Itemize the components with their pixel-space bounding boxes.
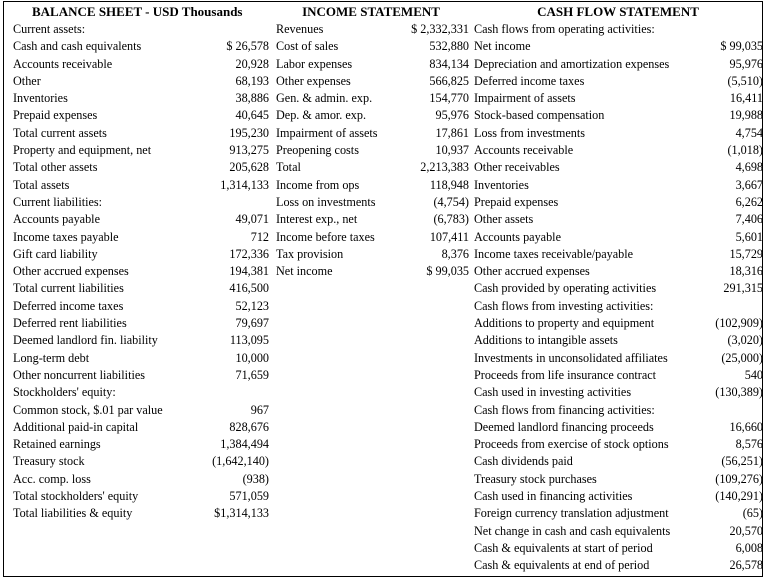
row-label: Total current assets	[13, 125, 107, 140]
row-value: (102,909)	[715, 316, 763, 331]
table-row	[10, 332, 272, 349]
table-row	[471, 367, 765, 384]
row-label: Inventories	[474, 177, 529, 192]
row-label: Impairment of assets	[474, 91, 576, 106]
row-value: (130,389)	[715, 385, 763, 400]
table-row	[273, 246, 469, 263]
row-label: Cash used in financing activities	[474, 489, 633, 504]
row-label: Other expenses	[276, 73, 351, 88]
table-row	[471, 194, 765, 211]
table-row	[10, 436, 272, 453]
row-value: 291,315	[723, 281, 763, 296]
row-label: Treasury stock	[13, 454, 85, 469]
row-label: Income taxes receivable/payable	[474, 246, 634, 261]
table-row	[10, 419, 272, 436]
row-label: Accounts payable	[474, 229, 561, 244]
table-row	[471, 471, 765, 488]
row-value: 16,411	[729, 91, 763, 106]
row-value: (140,291)	[715, 489, 763, 504]
row-value: 7,406	[735, 212, 763, 227]
row-label: Impairment of assets	[276, 125, 378, 140]
table-row	[10, 298, 272, 315]
row-value: 8,376	[441, 246, 469, 261]
row-value: 154,770	[429, 91, 469, 106]
row-label: Inventories	[13, 91, 68, 106]
row-value: $1,314,133	[214, 506, 269, 521]
row-label: Additional paid-in capital	[13, 419, 139, 434]
table-row	[273, 38, 469, 55]
row-value: 118,948	[429, 177, 469, 192]
row-label: Other noncurrent liabilities	[13, 367, 145, 382]
table-row	[471, 246, 765, 263]
table-row	[471, 332, 765, 349]
table-row	[273, 263, 469, 280]
table-row	[471, 280, 765, 297]
row-value: 20,928	[235, 56, 269, 71]
row-value: 71,659	[235, 367, 269, 382]
row-label: Additions to property and equipment	[474, 316, 655, 331]
row-label: Deferred income taxes	[13, 298, 124, 313]
income-statement-column	[273, 2, 469, 280]
row-label: Other	[13, 73, 41, 88]
table-row	[471, 453, 765, 470]
cash-flow-column	[471, 2, 765, 575]
income-statement-title: INCOME STATEMENT	[302, 4, 440, 19]
row-label: Cash & equivalents at start of period	[474, 540, 653, 555]
table-row	[273, 73, 469, 90]
row-value: 6,262	[735, 194, 763, 209]
row-label: Property and equipment, net	[13, 143, 152, 158]
table-row	[10, 402, 272, 419]
row-label: Revenues	[276, 22, 324, 36]
row-label: Gen. & admin. exp.	[276, 91, 373, 106]
row-label: Accounts payable	[13, 212, 100, 227]
table-row	[10, 315, 272, 332]
table-row	[10, 56, 272, 73]
row-value: 172,336	[229, 246, 269, 261]
row-label: Cash & equivalents at end of period	[474, 558, 650, 573]
row-value: (109,276)	[715, 471, 763, 486]
row-value: (6,783)	[433, 212, 469, 227]
row-value: 38,886	[235, 91, 269, 106]
table-row	[273, 142, 469, 159]
row-label: Total stockholders' equity	[13, 489, 139, 504]
row-label: Total liabilities & equity	[13, 506, 133, 521]
row-value: (1,018)	[727, 143, 763, 158]
row-label: Common stock, $.01 par value	[13, 402, 163, 417]
row-value: 194,381	[229, 264, 269, 279]
row-label: Proceeds from exercise of stock options	[474, 437, 669, 452]
table-row	[471, 38, 765, 55]
row-label: Acc. comp. loss	[13, 471, 91, 486]
row-value: 205,628	[229, 160, 269, 175]
table-row	[10, 229, 272, 246]
row-value: 95,976	[435, 108, 469, 123]
row-value: (25,000)	[721, 350, 763, 365]
financial-statements-table	[3, 1, 763, 577]
row-label: Prepaid expenses	[13, 108, 98, 123]
row-label: Deferred rent liabilities	[13, 316, 127, 331]
row-label: Current assets:	[13, 22, 86, 36]
row-value: 15,729	[729, 246, 763, 261]
table-row	[10, 142, 272, 159]
row-value: 6,008	[735, 540, 763, 555]
table-row	[273, 194, 469, 211]
row-label: Accounts receivable	[474, 143, 574, 158]
row-value: 8,576	[735, 437, 763, 452]
balance-sheet-rows	[10, 21, 272, 523]
row-value: 3,667	[735, 177, 763, 192]
row-value: (3,020)	[727, 333, 763, 348]
row-label: Cash provided by operating activities	[474, 281, 657, 296]
row-label: Cash flows from financing activities:	[474, 402, 655, 417]
table-row	[10, 177, 272, 194]
row-label: Total current liabilities	[13, 281, 124, 296]
row-value: 49,071	[235, 212, 269, 227]
row-value: 17,861	[435, 125, 469, 140]
table-row	[471, 315, 765, 332]
table-row	[10, 38, 272, 55]
row-label: Stockholders' equity:	[13, 385, 116, 400]
table-row	[471, 73, 765, 90]
row-label: Retained earnings	[13, 437, 101, 452]
table-row	[273, 211, 469, 228]
table-row	[471, 142, 765, 159]
row-label: Total other assets	[13, 160, 98, 175]
row-label: Other accrued expenses	[13, 264, 129, 279]
row-value: $ 26,578	[226, 39, 269, 54]
table-row	[10, 263, 272, 280]
row-value: 95,976	[729, 56, 763, 71]
row-label: Income from ops	[276, 177, 360, 192]
table-row	[471, 56, 765, 73]
row-value: $ 2,332,331	[411, 22, 469, 36]
row-value: (65)	[742, 506, 763, 521]
row-label: Other accrued expenses	[474, 264, 590, 279]
table-row	[471, 436, 765, 453]
table-row	[471, 298, 765, 315]
table-row	[10, 21, 272, 38]
row-label: Gift card liability	[13, 246, 98, 261]
row-label: Preopening costs	[276, 143, 359, 158]
row-value: 26,578	[729, 558, 763, 573]
row-value: 4,754	[735, 125, 763, 140]
row-value: 416,500	[229, 281, 269, 296]
row-label: Labor expenses	[276, 56, 353, 71]
income-statement-rows	[273, 21, 469, 280]
table-row	[471, 125, 765, 142]
row-value: 16,660	[729, 419, 763, 434]
table-row	[471, 523, 765, 540]
row-label: Cash used in investing activities	[474, 385, 632, 400]
row-value: 195,230	[229, 125, 269, 140]
row-value: 2,213,383	[420, 160, 469, 175]
table-row	[10, 488, 272, 505]
row-label: Additions to intangible assets	[474, 333, 618, 348]
table-row	[471, 211, 765, 228]
row-label: Treasury stock purchases	[474, 471, 597, 486]
row-label: Net income	[276, 264, 333, 279]
table-row	[10, 384, 272, 401]
row-label: Deemed landlord financing proceeds	[474, 419, 654, 434]
row-label: Total	[276, 160, 301, 175]
row-label: Foreign currency translation adjustment	[474, 506, 669, 521]
row-value: 4,698	[735, 160, 763, 175]
cash-flow-title: CASH FLOW STATEMENT	[537, 4, 699, 19]
row-value: 540	[744, 367, 763, 382]
table-row	[10, 505, 272, 522]
row-value: 10,000	[235, 350, 269, 365]
row-value: (5,510)	[727, 73, 763, 88]
row-value: $ 99,035	[720, 39, 763, 54]
table-row	[471, 90, 765, 107]
table-row	[273, 125, 469, 142]
row-label: Long-term debt	[13, 350, 90, 365]
row-value: 19,988	[729, 108, 763, 123]
row-label: Prepaid expenses	[474, 194, 559, 209]
row-value: 712	[250, 229, 269, 244]
table-row	[471, 21, 765, 38]
row-label: Cost of sales	[276, 39, 339, 54]
row-label: Deferred income taxes	[474, 73, 585, 88]
table-row	[10, 471, 272, 488]
table-row	[471, 177, 765, 194]
table-row	[10, 90, 272, 107]
table-row	[10, 246, 272, 263]
table-row	[471, 488, 765, 505]
table-row	[471, 505, 765, 522]
row-label: Current liabilities:	[13, 194, 103, 209]
table-row	[471, 350, 765, 367]
table-row	[10, 367, 272, 384]
row-value: 18,316	[729, 264, 763, 279]
row-label: Net change in cash and cash equivalents	[474, 523, 671, 538]
row-label: Cash flows from investing activities:	[474, 298, 654, 313]
row-value: 52,123	[235, 298, 269, 313]
row-label: Interest exp., net	[276, 212, 358, 227]
row-label: Other receivables	[474, 160, 560, 175]
row-label: Stock-based compensation	[474, 108, 605, 123]
row-label: Income taxes payable	[13, 229, 119, 244]
row-value: 113,095	[229, 333, 269, 348]
row-label: Depreciation and amortization expenses	[474, 56, 670, 71]
row-value: (4,754)	[433, 194, 469, 209]
table-row	[10, 453, 272, 470]
row-value: 10,937	[435, 143, 469, 158]
row-label: Other assets	[474, 212, 534, 227]
row-label: Income before taxes	[276, 229, 375, 244]
row-value: 40,645	[235, 108, 269, 123]
table-row	[273, 56, 469, 73]
table-row	[10, 350, 272, 367]
row-label: Proceeds from life insurance contract	[474, 367, 657, 382]
balance-sheet-title: BALANCE SHEET - USD Thousands	[32, 4, 243, 19]
row-label: Dep. & amor. exp.	[276, 108, 367, 123]
table-row	[471, 159, 765, 176]
row-value: 834,134	[429, 56, 469, 71]
row-value: 68,193	[235, 73, 269, 88]
row-value: 1,384,494	[220, 437, 269, 452]
table-row	[10, 73, 272, 90]
row-value: 566,825	[429, 73, 469, 88]
row-value: 828,676	[229, 419, 269, 434]
row-value: (1,642,140)	[212, 454, 269, 469]
table-row	[471, 540, 765, 557]
row-value: 571,059	[229, 489, 269, 504]
row-label: Cash dividends paid	[474, 454, 573, 469]
row-value: 967	[250, 402, 269, 417]
row-label: Tax provision	[276, 246, 344, 261]
table-row	[471, 402, 765, 419]
table-row	[10, 107, 272, 124]
row-value: (56,251)	[721, 454, 763, 469]
row-label: Loss from investments	[474, 125, 586, 140]
table-row	[273, 21, 469, 38]
table-row	[10, 159, 272, 176]
table-row	[471, 419, 765, 436]
table-row	[10, 280, 272, 297]
row-value: 20,570	[729, 523, 763, 538]
table-row	[471, 263, 765, 280]
table-row	[10, 211, 272, 228]
table-row	[10, 194, 272, 211]
table-row	[273, 90, 469, 107]
row-value: 5,601	[735, 229, 763, 244]
row-label: Net income	[474, 39, 531, 54]
row-label: Loss on investments	[276, 194, 376, 209]
table-row	[273, 229, 469, 246]
row-value: 107,411	[429, 229, 469, 244]
table-row	[471, 384, 765, 401]
cash-flow-rows	[471, 21, 765, 575]
table-row	[471, 107, 765, 124]
row-value: 913,275	[229, 143, 269, 158]
row-label: Deemed landlord fin. liability	[13, 333, 158, 348]
table-row	[10, 125, 272, 142]
table-row	[471, 229, 765, 246]
row-value: $ 99,035	[426, 264, 469, 279]
row-label: Cash and cash equivalents	[13, 39, 142, 54]
row-value: 532,880	[429, 39, 469, 54]
row-value: (938)	[242, 471, 269, 486]
row-label: Cash flows from operating activities:	[474, 22, 655, 36]
table-row	[273, 159, 469, 176]
balance-sheet-column	[10, 2, 272, 523]
table-row	[471, 557, 765, 574]
row-value: 1,314,133	[220, 177, 269, 192]
row-label: Accounts receivable	[13, 56, 113, 71]
row-value: 79,697	[235, 316, 269, 331]
row-label: Investments in unconsolidated affiliates	[474, 350, 668, 365]
table-row	[273, 107, 469, 124]
table-row	[273, 177, 469, 194]
row-label: Total assets	[13, 177, 70, 192]
